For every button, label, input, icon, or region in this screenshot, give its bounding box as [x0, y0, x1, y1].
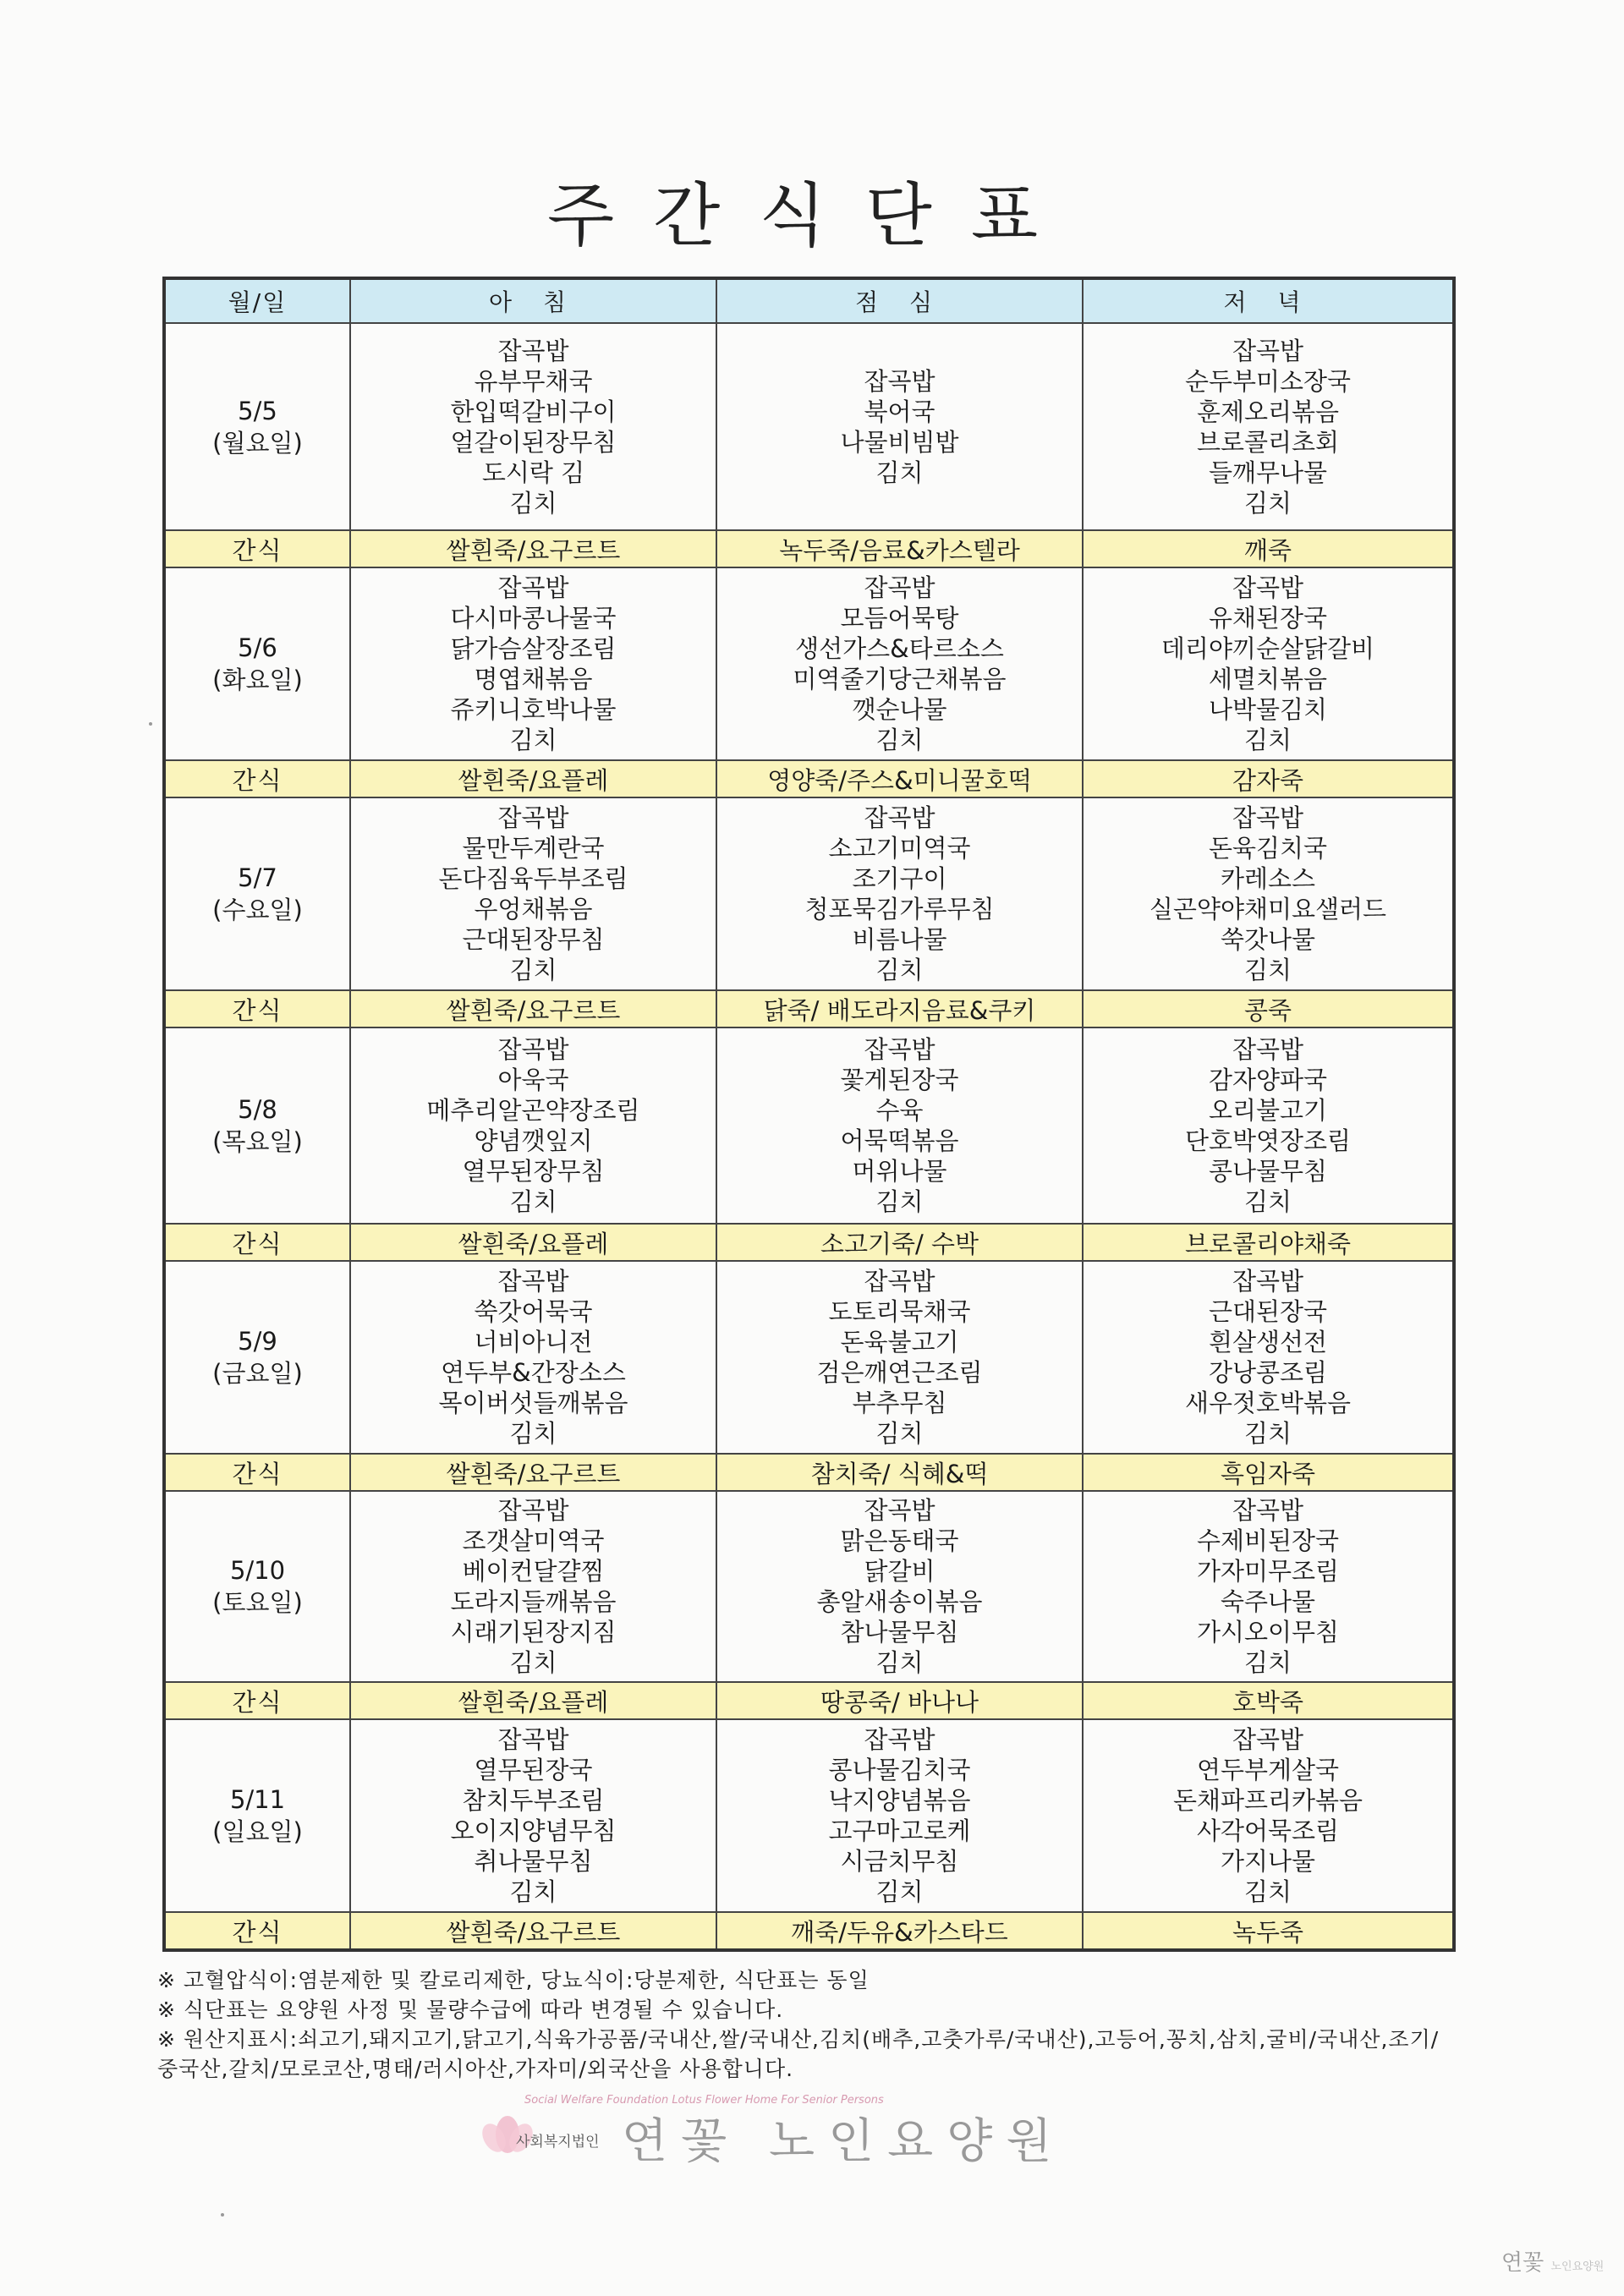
- menu-item: 잡곡밥: [1232, 1035, 1304, 1064]
- snack-label: 간식: [164, 1224, 350, 1261]
- menu-item: 나박물김치: [1208, 695, 1328, 724]
- facility-name: 연꽃 노인요양원: [622, 2114, 1066, 2169]
- menu-item: 오이지양념무침: [450, 1817, 617, 1845]
- snack-item: 쌀흰죽/요플레: [350, 760, 716, 797]
- menu-item: 들깨무나물: [1208, 458, 1328, 487]
- menu-item: 김치: [875, 956, 924, 984]
- snack-row: [164, 990, 1454, 1027]
- menu-item: 한입떡갈비구이: [450, 397, 617, 426]
- dinner-cell: [1083, 323, 1454, 530]
- menu-item: 취나물무침: [474, 1847, 593, 1876]
- menu-item: 잡곡밥: [864, 1725, 935, 1754]
- day-date: 5/10: [229, 1556, 286, 1585]
- menu-item: 잡곡밥: [1232, 803, 1304, 832]
- menu-item: 쑥갓나물: [1220, 925, 1316, 954]
- lunch-cell: [716, 1719, 1083, 1912]
- snack-item: 브로콜리야채죽: [1083, 1224, 1454, 1261]
- lunch-cell: [716, 1261, 1083, 1454]
- menu-item: 얼갈이된장무침: [450, 427, 617, 457]
- menu-item: 나물비빔밥: [840, 427, 959, 457]
- snack-item: 소고기죽/ 수박: [716, 1224, 1083, 1261]
- snack-label: 간식: [164, 1682, 350, 1719]
- snack-item: 참치죽/ 식혜&떡: [716, 1454, 1083, 1491]
- menu-item: 도라지들깨볶음: [450, 1587, 617, 1616]
- breakfast-cell: [350, 1027, 716, 1224]
- menu-item: 김치: [509, 1648, 557, 1677]
- day-weekday: (목요일): [212, 1127, 303, 1156]
- menu-item: 양념깻잎지: [474, 1126, 593, 1155]
- menu-item: 브로콜리초회: [1196, 427, 1340, 457]
- menu-item: 데리야끼순살닭갈비: [1160, 634, 1375, 663]
- menu-item: 유채된장국: [1208, 604, 1328, 633]
- menu-item: 잡곡밥: [497, 573, 569, 602]
- day-row: [164, 797, 1454, 990]
- snack-item: 호박죽: [1083, 1682, 1454, 1719]
- menu-item: 잡곡밥: [864, 1267, 935, 1296]
- menu-item: 소고기미역국: [828, 834, 971, 863]
- menu-item: 도시락 김: [481, 458, 585, 487]
- lunch-cell: [716, 1027, 1083, 1224]
- menu-item: 김치: [1243, 1187, 1292, 1216]
- menu-item: 시금치무침: [840, 1847, 959, 1876]
- menu-item: 연두부게살국: [1196, 1756, 1340, 1784]
- menu-item: 북어국: [864, 397, 935, 426]
- menu-item: 물만두계란국: [462, 834, 605, 863]
- snack-row: [164, 760, 1454, 797]
- menu-item: 잡곡밥: [864, 803, 935, 832]
- dinner-cell: [1083, 567, 1454, 760]
- menu-item: 김치: [1243, 1419, 1292, 1448]
- header-dinner: 저 녁: [1083, 278, 1454, 323]
- menu-item: 잡곡밥: [864, 366, 935, 396]
- day-cell: [164, 1491, 350, 1682]
- menu-item: 깻순나물: [852, 695, 947, 724]
- dinner-cell: [1083, 1719, 1454, 1912]
- snack-row: [164, 530, 1454, 567]
- facility-english-name: Social Welfare Foundation Lotus Flower Home For Senior Persons: [524, 2094, 884, 2107]
- menu-item: 다시마콩나물국: [450, 604, 617, 633]
- day-row: [164, 1719, 1454, 1912]
- breakfast-cell: [350, 797, 716, 990]
- snack-item: 땅콩죽/ 바나나: [716, 1682, 1083, 1719]
- day-row: [164, 1261, 1454, 1454]
- menu-item: 강낭콩조림: [1208, 1358, 1328, 1387]
- day-cell: [164, 323, 350, 530]
- menu-item: 훈제오리볶음: [1196, 397, 1340, 426]
- day-date: 5/11: [229, 1785, 286, 1814]
- menu-item: 흰살생선전: [1208, 1328, 1328, 1356]
- corner-logo: [1501, 2245, 1604, 2277]
- snack-item: 깨죽: [1083, 530, 1454, 567]
- dinner-cell: [1083, 1261, 1454, 1454]
- menu-item: 유부무채국: [474, 366, 593, 396]
- menu-item: 머위나물: [852, 1157, 947, 1186]
- menu-item: 베이컨달걀찜: [462, 1557, 605, 1586]
- snack-item: 쌀흰죽/요구르트: [350, 990, 716, 1027]
- menu-item: 가시오이무침: [1196, 1618, 1340, 1647]
- menu-item: 돈육김치국: [1208, 834, 1328, 863]
- day-date: 5/6: [238, 633, 277, 662]
- note-origin: ※ 원산지표시:쇠고기,돼지고기,닭고기,식육가공품/국내산,쌀/국내산,김치(배추,고춧가루/국내산),고등어,꽁치,삼치,굴비/국내산,조기/중국산,갈치/모로코산,명태/러시아산,가자미/외국산을 사용합니다.: [157, 2027, 1440, 2081]
- menu-item: 열무된장국: [474, 1756, 593, 1784]
- menu-item: 닭갈비: [864, 1557, 935, 1586]
- menu-item: 모듬어묵탕: [840, 604, 959, 633]
- menu-item: 순두부미소장국: [1184, 366, 1352, 396]
- breakfast-cell: [350, 567, 716, 760]
- menu-item: 너비아니전: [474, 1328, 593, 1356]
- day-cell: [164, 567, 350, 760]
- menu-item: 감자양파국: [1208, 1066, 1328, 1094]
- menu-item: 아욱국: [497, 1066, 569, 1094]
- snack-label: 간식: [164, 530, 350, 567]
- menu-item: 연두부&간장소스: [441, 1358, 626, 1387]
- day-cell: [164, 1719, 350, 1912]
- menu-item: 고구마고로케: [828, 1817, 971, 1845]
- snack-item: 쌀흰죽/요플레: [350, 1682, 716, 1719]
- day-date: 5/7: [238, 863, 277, 892]
- menu-item: 잡곡밥: [497, 1496, 569, 1525]
- corner-logo-name: 연꽃: [1501, 2250, 1544, 2276]
- snack-item: 쌀흰죽/요구르트: [350, 1454, 716, 1491]
- menu-item: 숙주나물: [1220, 1587, 1316, 1616]
- menu-item: 맑은동태국: [840, 1526, 959, 1555]
- menu-item: 목이버섯들깨볶음: [438, 1389, 628, 1417]
- snack-item: 흑임자죽: [1083, 1454, 1454, 1491]
- menu-item: 열무된장무침: [462, 1157, 605, 1186]
- menu-item: 김치: [875, 1648, 924, 1677]
- header-date: 월/일: [164, 278, 350, 323]
- lunch-cell: [716, 1491, 1083, 1682]
- day-row: [164, 323, 1454, 530]
- snack-row: [164, 1912, 1454, 1950]
- menu-item: 김치: [875, 458, 924, 487]
- snack-item: 쌀흰죽/요플레: [350, 1224, 716, 1261]
- menu-item: 도토리묵채국: [828, 1297, 971, 1326]
- menu-item: 잡곡밥: [1232, 1725, 1304, 1754]
- facility-logo: [474, 2089, 1150, 2169]
- menu-item: 김치: [509, 726, 557, 754]
- snack-item: 녹두죽: [1083, 1912, 1454, 1950]
- lunch-cell: [716, 323, 1083, 530]
- menu-item: 근대된장국: [1208, 1297, 1328, 1326]
- menu-item: 김치: [509, 488, 557, 518]
- snack-label: 간식: [164, 760, 350, 797]
- menu-item: 김치: [875, 1419, 924, 1448]
- day-weekday: (화요일): [212, 666, 303, 694]
- snack-label: 간식: [164, 1912, 350, 1950]
- snack-item: 콩죽: [1083, 990, 1454, 1027]
- snack-item: 쌀흰죽/요구르트: [350, 1912, 716, 1950]
- menu-item: 닭가슴살장조림: [450, 634, 617, 663]
- menu-item: 김치: [1243, 488, 1292, 518]
- snack-row: [164, 1454, 1454, 1491]
- scan-speck: [149, 722, 152, 726]
- day-row: [164, 1027, 1454, 1224]
- facility-type: 사회복지법인: [516, 2134, 600, 2151]
- menu-item: 총알새송이볶음: [816, 1587, 983, 1616]
- menu-item: 시래기된장지짐: [450, 1618, 617, 1647]
- menu-item: 카레소스: [1220, 864, 1316, 893]
- menu-item: 조갯살미역국: [462, 1526, 605, 1555]
- header-breakfast: 아 침: [350, 278, 716, 323]
- menu-item: 부추무침: [852, 1389, 947, 1417]
- menu-item: 김치: [509, 1877, 557, 1906]
- menu-item: 잡곡밥: [864, 573, 935, 602]
- menu-item: 우엉채볶음: [474, 895, 593, 923]
- menu-item: 김치: [1243, 1877, 1292, 1906]
- breakfast-cell: [350, 323, 716, 530]
- header-lunch: 점 심: [716, 278, 1083, 323]
- menu-item: 잡곡밥: [497, 1725, 569, 1754]
- snack-row: [164, 1224, 1454, 1261]
- corner-logo-sub: 노인요양원: [1550, 2260, 1605, 2273]
- menu-item: 오리불고기: [1208, 1096, 1328, 1125]
- menu-item: 잡곡밥: [497, 803, 569, 832]
- menu-item: 콩나물무침: [1208, 1157, 1328, 1186]
- snack-item: 닭죽/ 배도라지음료&쿠키: [716, 990, 1083, 1027]
- day-date: 5/8: [238, 1095, 277, 1124]
- note-change: ※ 식단표는 요양원 사정 및 물량수급에 따라 변경될 수 있습니다.: [157, 1997, 784, 2022]
- dinner-cell: [1083, 1027, 1454, 1224]
- dinner-cell: [1083, 797, 1454, 990]
- snack-label: 간식: [164, 1454, 350, 1491]
- snack-row: [164, 1682, 1454, 1719]
- menu-item: 낙지양념볶음: [828, 1786, 971, 1815]
- snack-item: 영양죽/주스&미니꿀호떡: [716, 760, 1083, 797]
- day-cell: [164, 797, 350, 990]
- snack-label: 간식: [164, 990, 350, 1027]
- menu-item: 김치: [875, 1877, 924, 1906]
- menu-item: 잡곡밥: [497, 1267, 569, 1296]
- menu-item: 돈육불고기: [840, 1328, 959, 1356]
- menu-item: 실곤약야채미요샐러드: [1149, 895, 1387, 923]
- weekly-menu-table: [162, 277, 1456, 1952]
- snack-item: 감자죽: [1083, 760, 1454, 797]
- dinner-cell: [1083, 1491, 1454, 1682]
- snack-item: 쌀흰죽/요구르트: [350, 530, 716, 567]
- menu-item: 비름나물: [852, 925, 947, 954]
- menu-item: 김치: [1243, 726, 1292, 754]
- table-header-row: [164, 278, 1454, 323]
- day-row: [164, 567, 1454, 760]
- breakfast-cell: [350, 1491, 716, 1682]
- menu-item: 참치두부조림: [462, 1786, 605, 1815]
- menu-item: 잡곡밥: [1232, 1496, 1304, 1525]
- lunch-cell: [716, 797, 1083, 990]
- day-weekday: (토요일): [212, 1588, 303, 1617]
- menu-item: 가지나물: [1220, 1847, 1316, 1876]
- menu-item: 청포묵김가루무침: [804, 895, 995, 923]
- page-title: 주간식단표: [546, 176, 1078, 256]
- lunch-cell: [716, 567, 1083, 760]
- menu-item: 김치: [1243, 956, 1292, 984]
- menu-item: 잡곡밥: [497, 336, 569, 365]
- menu-item: 사각어묵조림: [1196, 1817, 1340, 1845]
- menu-item: 참나물무침: [840, 1618, 959, 1647]
- menu-item: 잡곡밥: [1232, 573, 1304, 602]
- day-weekday: (일요일): [212, 1817, 303, 1846]
- menu-item: 김치: [509, 1419, 557, 1448]
- day-weekday: (월요일): [212, 428, 303, 458]
- menu-item: 세멸치볶음: [1208, 665, 1328, 693]
- day-weekday: (금요일): [212, 1359, 303, 1388]
- menu-item: 꽃게된장국: [840, 1066, 959, 1094]
- menu-item: 수제비된장국: [1196, 1526, 1340, 1555]
- menu-item: 김치: [875, 726, 924, 754]
- menu-item: 돈채파프리카볶음: [1172, 1786, 1363, 1815]
- day-date: 5/9: [238, 1327, 277, 1356]
- menu-item: 새우젓호박볶음: [1184, 1389, 1352, 1417]
- menu-item: 김치: [509, 956, 557, 984]
- menu-item: 잡곡밥: [497, 1035, 569, 1064]
- menu-item: 수육: [875, 1096, 924, 1125]
- menu-item: 명엽채볶음: [474, 665, 593, 693]
- day-cell: [164, 1027, 350, 1224]
- menu-item: 메추리알곤약장조림: [426, 1096, 640, 1125]
- snack-item: 깨죽/두유&카스타드: [716, 1912, 1083, 1950]
- menu-item: 미역줄기당근채볶음: [793, 665, 1007, 693]
- menu-item: 단호박엿장조림: [1184, 1126, 1352, 1155]
- menu-item: 잡곡밥: [1232, 1267, 1304, 1296]
- menu-item: 잡곡밥: [1232, 336, 1304, 365]
- day-date: 5/5: [238, 396, 277, 425]
- menu-item: 근대된장무침: [462, 925, 605, 954]
- menu-item: 김치: [1243, 1648, 1292, 1677]
- breakfast-cell: [350, 1719, 716, 1912]
- breakfast-cell: [350, 1261, 716, 1454]
- day-row: [164, 1491, 1454, 1682]
- menu-item: 돈다짐육두부조림: [438, 864, 628, 893]
- menu-notes: [157, 1965, 1460, 2084]
- menu-item: 조기구이: [852, 864, 947, 893]
- menu-item: 김치: [875, 1187, 924, 1216]
- menu-item: 콩나물김치국: [828, 1756, 971, 1784]
- menu-item: 검은깨연근조림: [816, 1358, 983, 1387]
- menu-item: 쑥갓어묵국: [474, 1297, 593, 1326]
- snack-item: 녹두죽/음료&카스텔라: [716, 530, 1083, 567]
- menu-item: 잡곡밥: [864, 1035, 935, 1064]
- menu-item: 김치: [509, 1187, 557, 1216]
- day-weekday: (수요일): [212, 896, 303, 924]
- scan-speck: [221, 2213, 224, 2217]
- menu-item: 잡곡밥: [864, 1496, 935, 1525]
- day-cell: [164, 1261, 350, 1454]
- menu-item: 생선가스&타르소스: [795, 634, 1004, 663]
- menu-item: 어묵떡볶음: [840, 1126, 959, 1155]
- menu-item: 가자미무조림: [1196, 1557, 1340, 1586]
- menu-item: 쥬키니호박나물: [450, 695, 617, 724]
- note-diet: ※ 고혈압식이:염분제한 및 칼로리제한, 당뇨식이:당분제한, 식단표는 동일: [157, 1968, 870, 1992]
